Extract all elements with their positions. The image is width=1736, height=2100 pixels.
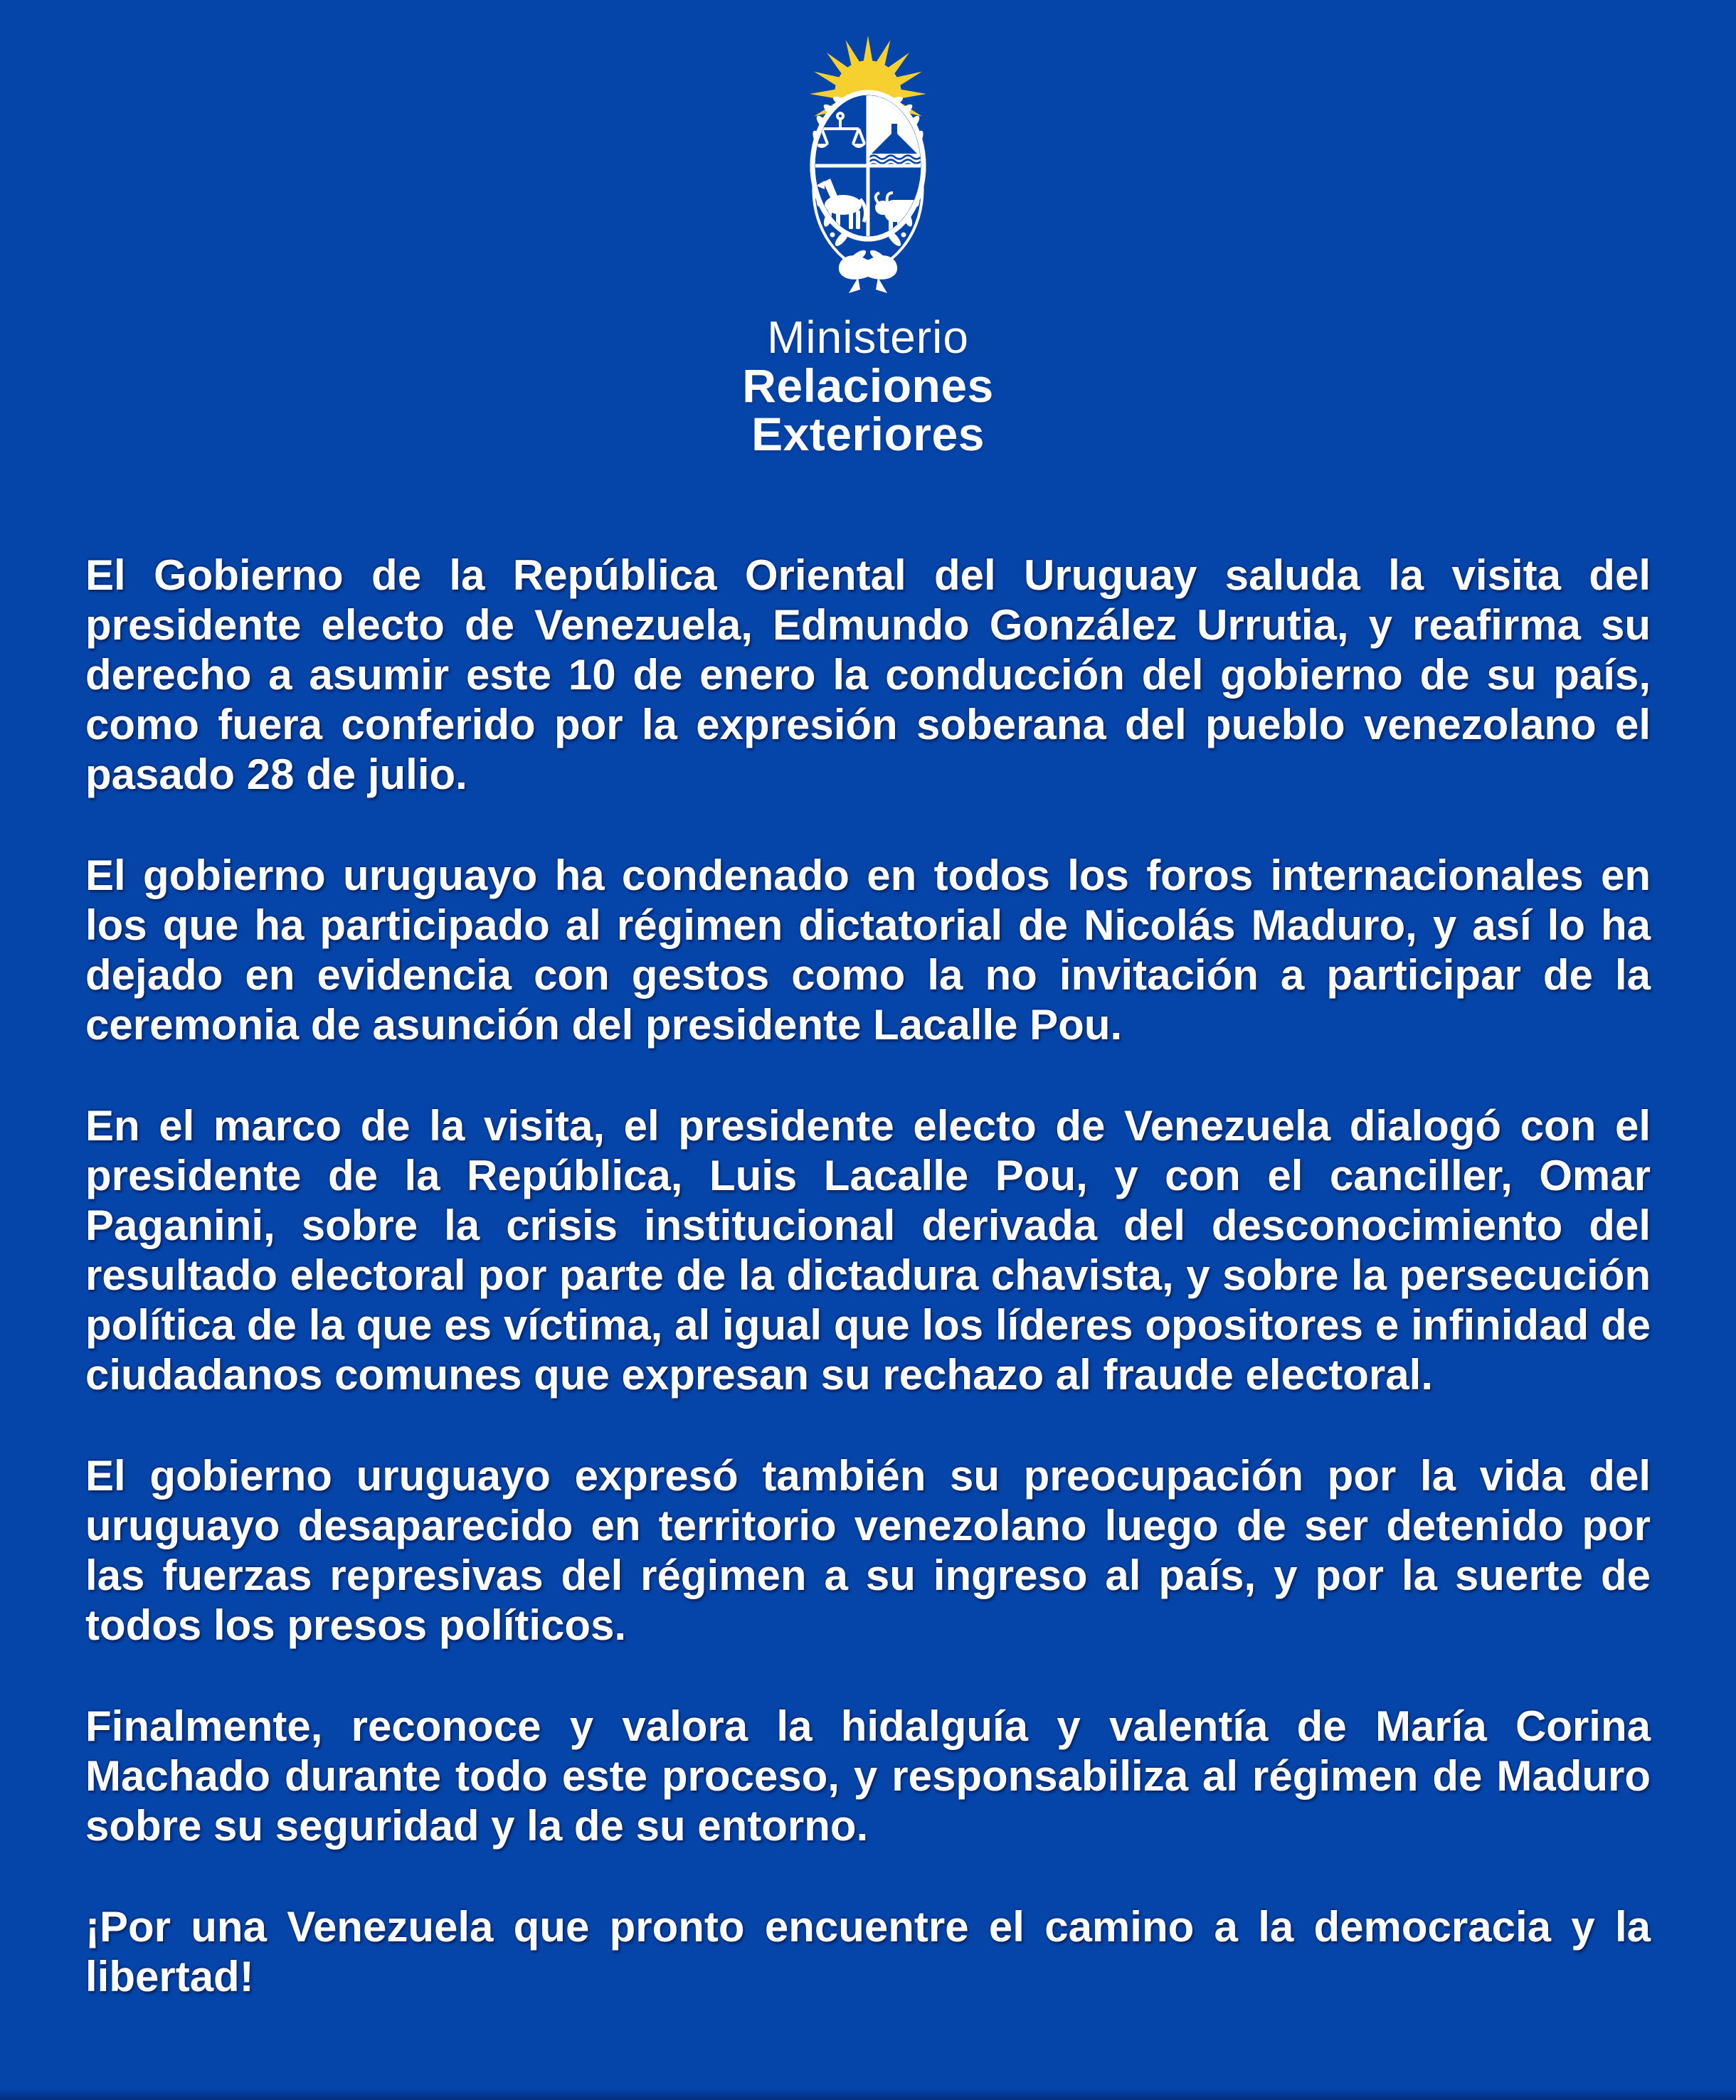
text-line: pasado 28 de julio. — [85, 751, 467, 798]
text-line: En el marco de la visita, el presidente electo de Venezuela dialogó con el — [85, 1102, 1651, 1150]
paragraph — [85, 1451, 1651, 1650]
text-line: presidente de la República, Luis Lacalle Pou, y con el canciller, Omar — [85, 1152, 1651, 1199]
text-line: El gobierno uruguayo ha condenado en todos los foros internacionales en — [85, 852, 1651, 899]
ribbon-bow-icon — [839, 255, 897, 293]
ministry-logo — [0, 0, 1736, 458]
text-line: ceremonia de asunción del presidente Lacalle Pou. — [85, 1001, 1123, 1049]
text-line: Paganini, sobre la crisis institucional derivada del desconocimiento del — [85, 1202, 1651, 1249]
text-line: sobre su seguridad y la de su entorno. — [85, 1802, 869, 1850]
paragraph — [85, 1101, 1651, 1400]
text-line: Finalmente, reconoce y valora la hidalguía y valentía de María Corina — [85, 1702, 1651, 1750]
text-line: El gobierno uruguayo expresó también su preocupación por la vida del — [85, 1452, 1651, 1500]
text-line: derecho a asumir este 10 de enero la conducción del gobierno de su país, — [85, 651, 1651, 699]
text-line: presidente electo de Venezuela, Edmundo González Urrutia, y reafirma su — [85, 601, 1651, 649]
ministry-name-line: Exteriores — [751, 408, 985, 460]
text-line: todos los presos políticos. — [85, 1601, 627, 1649]
text-line: libertad! — [85, 1953, 254, 2000]
uruguay-coat-of-arms-icon — [765, 36, 971, 295]
ministry-name-line: Ministerio — [767, 312, 969, 363]
text-line: ¡Por una Venezuela que pronto encuentre el camino a la democracia y la — [85, 1903, 1651, 1951]
ministry-name-line: Relaciones — [742, 359, 994, 412]
text-line: política de la que es víctima, al igual que los líderes opositores e infinidad de — [85, 1301, 1651, 1349]
paragraph — [85, 1902, 1651, 2002]
text-line: Machado durante todo este proceso, y responsabiliza al régimen de Maduro — [85, 1752, 1651, 1800]
statement-body — [0, 551, 1736, 2002]
text-line: las fuerzas represivas del régimen a su ingreso al país, y por la suerte de — [85, 1552, 1651, 1599]
text-line: ciudadanos comunes que expresan su rechazo al fraude electoral. — [85, 1351, 1433, 1399]
text-line: como fuera conferido por la expresión soberana del pueblo venezolano el — [85, 701, 1651, 748]
text-line: uruguayo desaparecido en territorio venezolano luego de ser detenido por — [85, 1502, 1651, 1549]
text-line: los que ha participado al régimen dictatorial de Nicolás Maduro, y así lo ha — [85, 901, 1651, 949]
text-line: resultado electoral por parte de la dictadura chavista, y sobre la persecución — [85, 1251, 1651, 1299]
text-line: El Gobierno de la República Oriental del Uruguay saluda la visita del — [85, 551, 1651, 599]
paragraph — [85, 551, 1651, 800]
ministry-title — [742, 313, 994, 458]
paragraph — [85, 1702, 1651, 1851]
bottom-edge-shade — [0, 2089, 1736, 2100]
paragraph — [85, 851, 1651, 1050]
text-line: dejado en evidencia con gestos como la no invitación a participar de la — [85, 951, 1651, 999]
